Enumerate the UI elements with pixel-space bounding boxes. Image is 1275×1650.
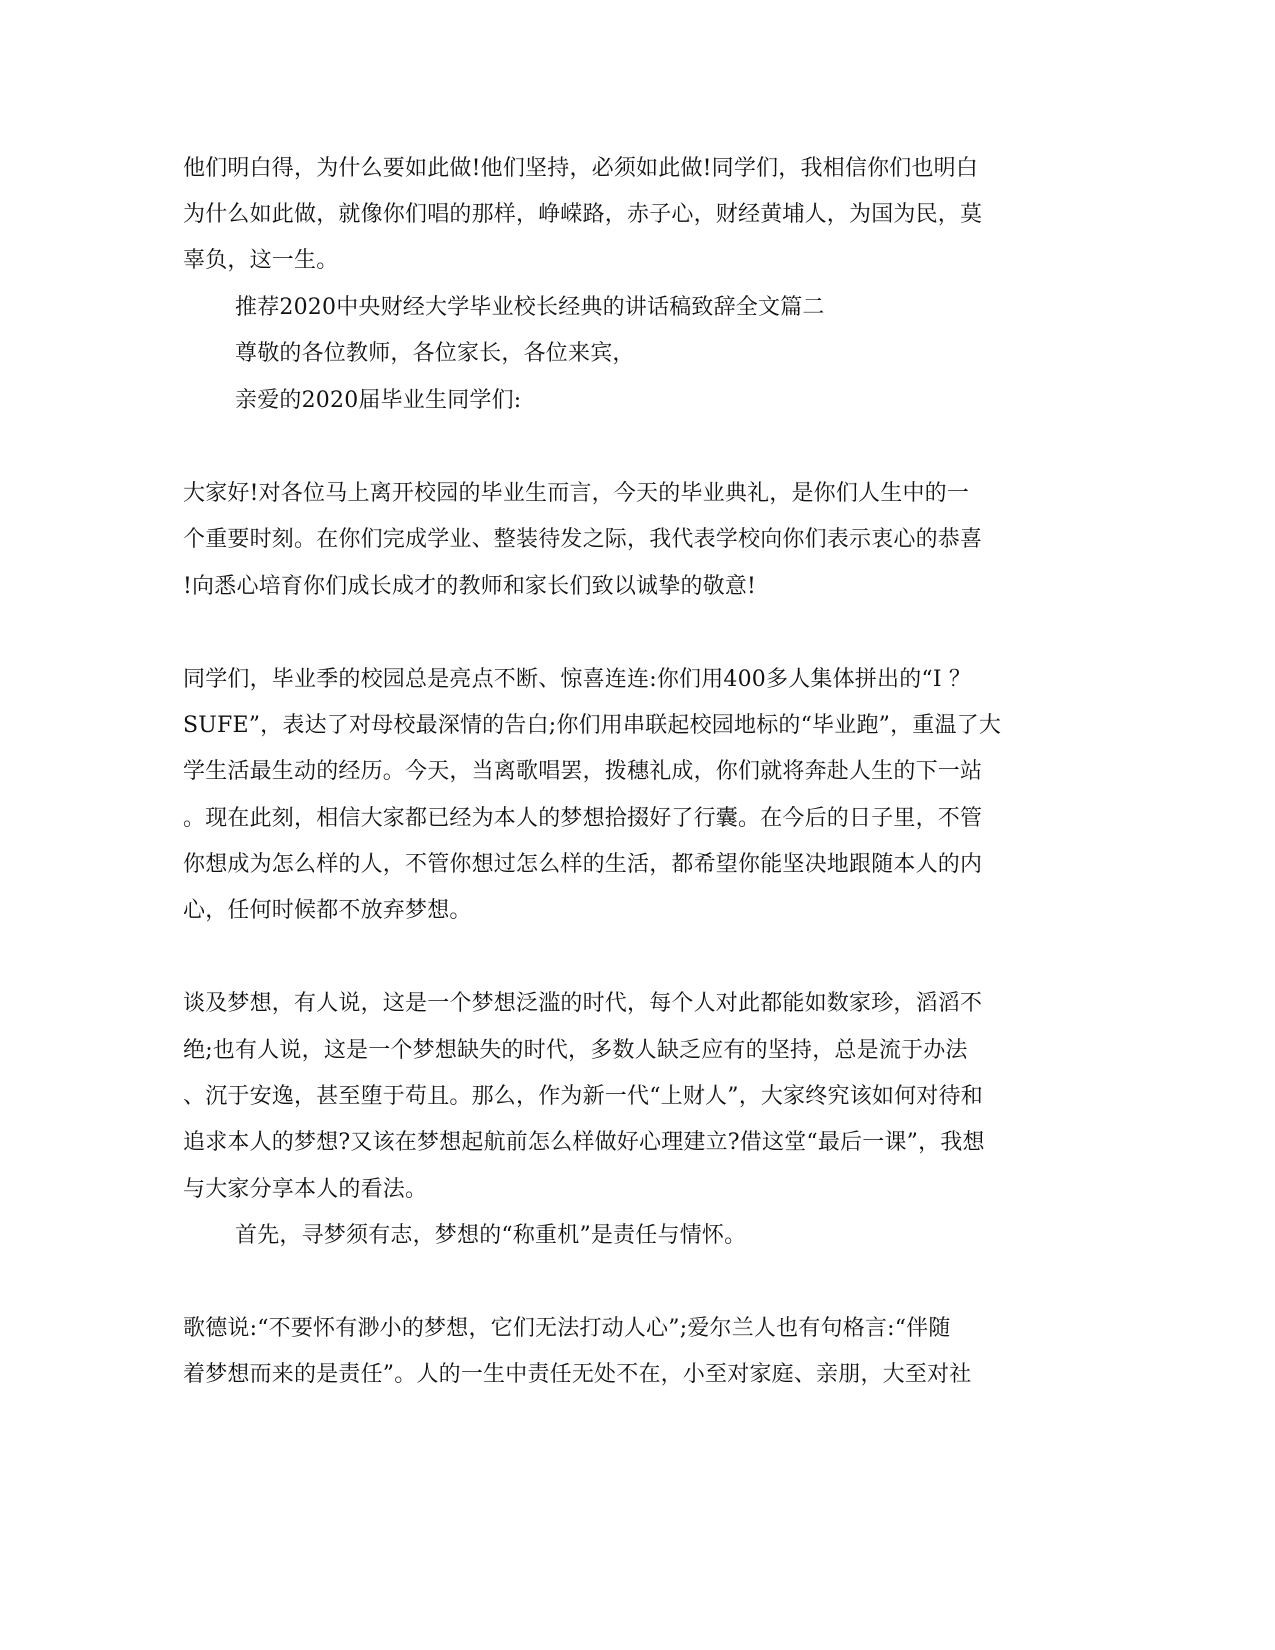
greeting-line: 尊敬的各位教师，各位家长，各位来宾， — [235, 341, 635, 366]
paragraph-line: 他们明白得，为什么要如此做!他们坚持，必须如此做!同学们，我相信你们也明白 — [183, 156, 979, 181]
paragraph-line: 大家好!对各位马上离开校园的毕业生而言，今天的毕业典礼，是你们人生中的一 — [183, 481, 970, 506]
paragraph-line: 与大家分享本人的看法。 — [183, 1177, 428, 1202]
greeting-line: 亲爱的2020届毕业生同学们: — [235, 388, 522, 413]
paragraph-line: 心，任何时候都不放弃梦想。 — [183, 898, 472, 923]
paragraph-line: 、沉于安逸，甚至堕于苟且。那么，作为新一代“上财人”，大家终究该如何对待和 — [183, 1084, 983, 1109]
paragraph-line: !向悉心培育你们成长成才的教师和家长们致以诚挚的敬意! — [183, 574, 757, 599]
point-heading: 首先，寻梦须有志，梦想的“称重机”是责任与情怀。 — [235, 1223, 747, 1248]
paragraph-line: 同学们，毕业季的校园总是亮点不断、惊喜连连:你们用400多人集体拼出的“I ？ — [183, 667, 972, 692]
paragraph-line: 学生活最生动的经历。今天，当离歌唱罢，拨穗礼成，你们就将奔赴人生的下一站 — [183, 759, 983, 784]
paragraph-line: 谈及梦想，有人说，这是一个梦想泛滥的时代，每个人对此都能如数家珍，滔滔不 — [183, 991, 983, 1016]
paragraph-line: 你想成为怎么样的人，不管你想过怎么样的生活，都希望你能坚决地跟随本人的内 — [183, 852, 983, 877]
paragraph-line: 。现在此刻，相信大家都已经为本人的梦想拾掇好了行囊。在今后的日子里，不管 — [183, 806, 983, 831]
paragraph-line: 绝;也有人说，这是一个梦想缺失的时代，多数人缺乏应有的坚持，总是流于办法 — [183, 1038, 968, 1063]
paragraph-line: 追求本人的梦想?又该在梦想起航前怎么样做好心理建立?借这堂“最后一课”，我想 — [183, 1130, 985, 1155]
section-title: 推荐2020中央财经大学毕业校长经典的讲话稿致辞全文篇二 — [235, 295, 825, 320]
paragraph-line: 个重要时刻。在你们完成学业、整装待发之际，我代表学校向你们表示衷心的恭喜 — [183, 527, 983, 552]
paragraph-line: 辜负，这一生。 — [183, 248, 339, 273]
paragraph-line: 为什么如此做，就像你们唱的那样，峥嵘路，赤子心，财经黄埔人，为国为民，莫 — [183, 202, 983, 227]
paragraph-line: SUFE”，表达了对母校最深情的告白;你们用串联起校园地标的“毕业跑”，重温了大 — [183, 713, 1002, 738]
paragraph-line: 着梦想而来的是责任”。人的一生中责任无处不在，小至对家庭、亲朋，大至对社 — [183, 1362, 972, 1387]
paragraph-line: 歌德说:“不要怀有渺小的梦想，它们无法打动人心”;爱尔兰人也有句格言:“伴随 — [183, 1316, 951, 1341]
